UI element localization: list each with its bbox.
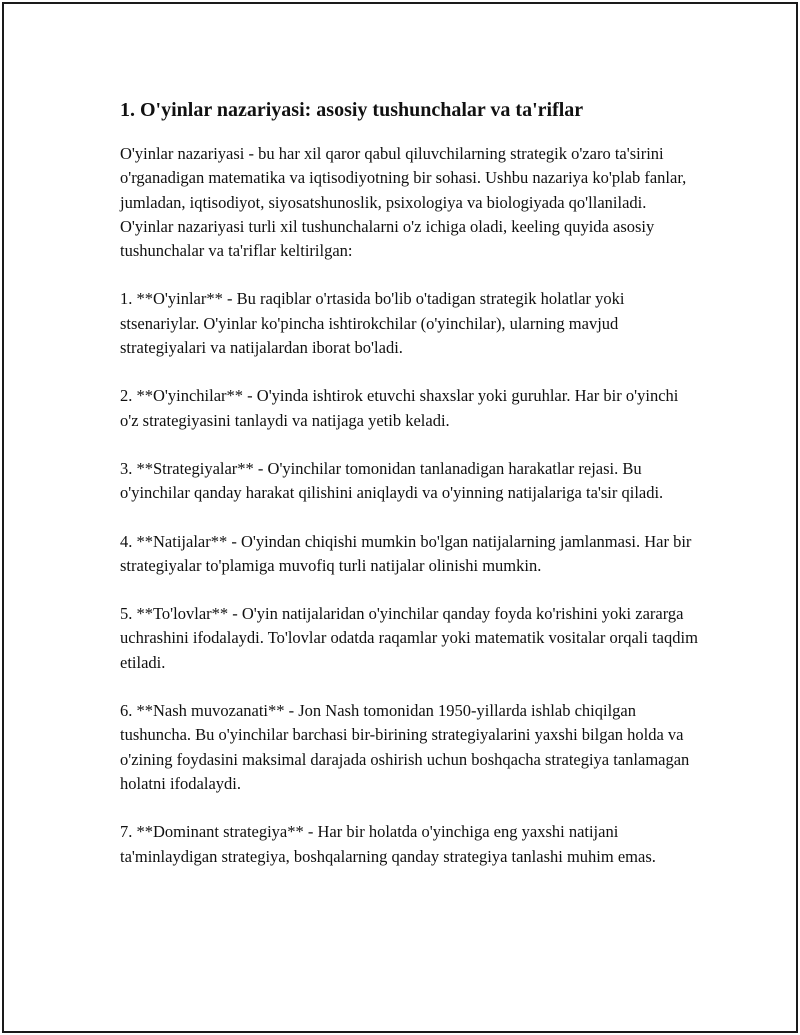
list-item: 2. **O'yinchilar** - O'yinda ishtirok etuvchi shaxslar yoki guruhlar. Har bir o'yinchi o'z strategiyasini tanlaydi va natijaga yetib keladi. [120, 386, 679, 430]
list-item: 6. **Nash muvozanati** - Jon Nash tomonidan 1950-yillarda ishlab chiqilgan tushuncha. Bu o'yinchilar barchasi bir-birining strategiyalarini yaxshi bilgan holda va o'zining foydasini maksimal darajada oshirish uchun boshqacha strategiya tanlamagan holatni ifodalaydi. [120, 701, 690, 793]
list-item: 7. **Dominant strategiya** - Har bir holatda o'yinchiga eng yaxshi natijani ta'minlaydigan strategiya, boshqalarning qanday strategiya tanlashi muhim emas. [120, 822, 656, 866]
list-item: 4. **Natijalar** - O'yindan chiqishi mumkin bo'lgan natijalarning jamlanmasi. Har bir strategiyalar to'plamiga muvofiq turli natijalar olinishi mumkin. [120, 531, 692, 575]
page-title: 1. O'yinlar nazariyasi: asosiy tushunchalar va ta'riflar [120, 99, 584, 121]
list-item: 5. **To'lovlar** - O'yin natijalaridan o'yinchilar qanday foyda ko'rishini yoki zararga uchrashini ifodalaydi. To'lovlar odatda raqamlar yoki matematik vositalar orqali taqdim etiladi. [120, 604, 698, 672]
intro-paragraph: O'yinlar nazariyasi - bu har xil qaror qabul qiluvchilarning strategik o'zaro ta'sirini o'rganadigan matematika va iqtisodiyotning bir sohasi. Ushbu nazariya ko'plab fanlar, jumladan, iqtisodiyot, siyosatshunoslik, psixologiya va biologiyada qo'llaniladi. O'yinlar nazariyasi turli xil tushunchalarni o'z ichiga oladi, keeling quyida asosiy tushunchalar va ta'riflar keltirilgan: [120, 144, 687, 261]
list-item: 1. **O'yinlar** - Bu raqiblar o'rtasida bo'lib o'tadigan strategik holatlar yoki stsenariylar. O'yinlar ko'pincha ishtirokchilar (o'yinchilar), ularning mavjud strategiyalari va natijalardan iborat bo'ladi. [120, 289, 625, 358]
document-content [120, 96, 700, 893]
list-item: 3. **Strategiyalar** - O'yinchilar tomonidan tanlanadigan harakatlar rejasi. Bu o'yinchilar qanday harakat qilishini aniqlaydi va o'yinning natijalariga ta'sir qiladi. [120, 458, 664, 503]
document-page [2, 2, 798, 1033]
